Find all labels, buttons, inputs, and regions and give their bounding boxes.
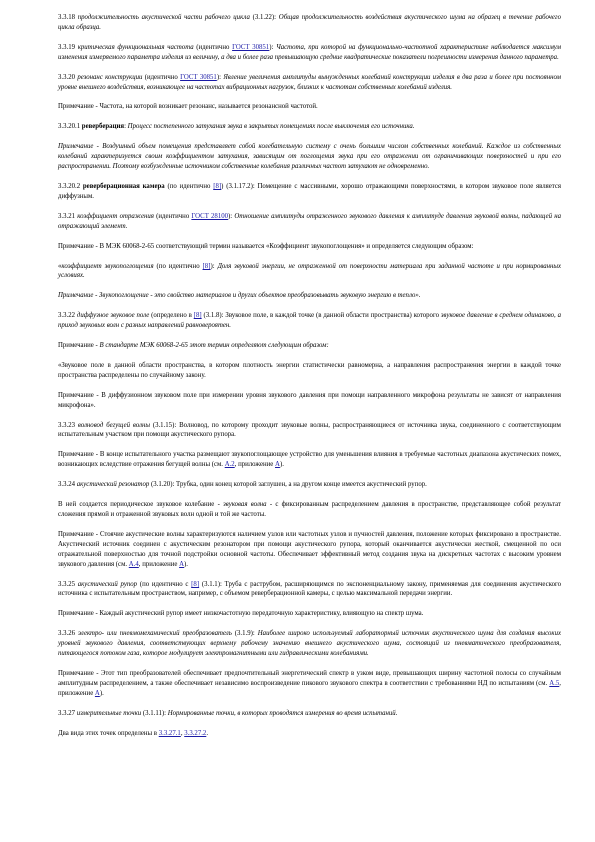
text-run: , приложение <box>138 560 180 568</box>
reference-link[interactable]: [8] <box>191 580 200 588</box>
text-run: (идентично <box>144 73 181 81</box>
paragraph-p17 <box>58 450 561 470</box>
text-run: 3.3.20 <box>58 73 78 81</box>
text-run: 3.3.21 <box>58 212 78 220</box>
text-run: , <box>180 729 185 737</box>
text-run: (3.1.15): Волновод, по которому проходит звуковые волны, распространяющиеся от источника звука, соединенного с соответствующим испытательным участком при помощи акустического рупора. <box>58 421 561 439</box>
text-run: коэффициент звукопоглощения <box>61 262 157 270</box>
reference-link[interactable]: 3.3.27.1 <box>158 729 181 737</box>
text-run: « <box>58 262 62 270</box>
text-run: ). <box>99 689 104 697</box>
text-run: 3.3.19 <box>58 43 78 51</box>
text-run: Примечание - Воздушный объем помещения представляет собой колебательную систему с очень большим числом собственных колебаний. Каждое из собственных колебаний характеризуется своим коэффициентом затухания, зависящим от поглощения звука при его отражении от ограничивающих поверхностей и при его распространении. Поэтому возбужденные источником собственные колебания различных частот затухают не одновременно. <box>58 143 561 171</box>
text-run: 3.3.23 <box>58 421 78 429</box>
text-run: 3.3.20.2 <box>58 182 83 190</box>
text-run: Доля звуковой энергии, не отраженной от поверхности материала при заданной частоте и при нормированных условиях. <box>58 262 562 280</box>
paragraph-p14 <box>58 361 561 381</box>
text-run: Нормированные точки, в которых проводятся измерения во время испытаний. <box>167 709 398 717</box>
text-run: измерительные точки <box>76 709 143 717</box>
paragraph-p24 <box>58 669 561 699</box>
paragraph-p12 <box>58 311 561 331</box>
reference-link[interactable]: [8] <box>202 262 211 270</box>
text-run: (3.1.20): Трубка, один конец которой заглушен, а на другом конце имеется акустический рупор. <box>150 481 427 489</box>
text-run: Явление увеличения амплитуды вынужденных колебаний конструкции изделия в два раза и более при постоянном уровне внешнего воздействия, возникающее на частотах вибрационных нагрузок, близких к частотам собственных колебаний изделия. <box>58 73 561 91</box>
text-run: Общая продолжительность воздействия акустического шума на образец в течение рабочего цикла образца. <box>58 14 561 31</box>
text-run: реверберационная камера <box>82 182 168 190</box>
text-run: коэффициент отражения <box>77 212 157 220</box>
paragraph-p3 <box>58 73 561 93</box>
paragraph-p5 <box>58 122 561 132</box>
paragraph-p19 <box>58 500 561 520</box>
text-run: акустический резонатор <box>76 481 151 489</box>
paragraph-p16 <box>58 421 561 441</box>
text-run: 3.3.26 <box>58 630 78 638</box>
text-run: (3.1.1): Труба с раструбом, расширяющимся по экспоненциальному закону, применяемая для соединения акустического источника с испытательным пространством, например, с объемом реверберационной камеры, с целью максимальной передачи энергии. <box>58 580 561 598</box>
reference-link[interactable]: A.5 <box>549 679 560 687</box>
text-run: (3.1.22): <box>252 14 279 21</box>
text-run: Частота, при которой на функционально-частотной характеристике наблюдается максимум изменения измеряемого параметра изделия из величину, а два и более раза превышающую средние квадратические показатели погрешности измерения данного параметра. <box>58 43 561 61</box>
text-run: В стандарте МЭК 60068-2-65 этот термин определяют следующим образом: <box>99 342 329 350</box>
text-run: (идентично <box>156 212 192 220</box>
text-run: ): <box>269 43 277 51</box>
text-run: : <box>124 123 128 131</box>
reference-link[interactable]: [8] <box>193 312 202 320</box>
text-run: 3.3.24 <box>58 481 77 489</box>
text-run: (определено в <box>151 312 194 320</box>
text-run: Примечание - Звукопоглощение - это свойство материалов и других объектов преобразовывать звуковую энергию в тепло». <box>58 292 421 300</box>
text-run: акустический рупор <box>77 580 140 588</box>
reference-link[interactable]: A.4 <box>128 560 139 568</box>
text-run: Процесс постепенного затухания звука в закрытых помещениях после выключения его источника. <box>127 123 415 131</box>
text-run: Примечание - В диффузионном звуковом поле при измерении уровня звукового давления при помощи направленного микрофона результаты не зависят от направления микрофона». <box>58 391 561 409</box>
paragraph-p9 <box>58 242 561 252</box>
reference-link[interactable]: A <box>179 560 185 568</box>
text-run: реверберация <box>81 123 125 131</box>
text-run: , приложение <box>58 679 561 697</box>
paragraph-p26 <box>58 729 561 739</box>
paragraph-p21 <box>58 580 561 600</box>
paragraph-p7 <box>58 182 561 202</box>
text-run: 3.3.20.1 <box>58 123 82 131</box>
text-run: ). <box>279 461 284 469</box>
text-run: Примечание - Этот тип преобразователей обеспечивает предпочтительный энергетический спектр в узком виде, превышающих ширину частотной полосы со случайным амплитудным распределением, а также обеспечивает независимо воспроизведение пикового звукового спектра в соответствии с требованиями НД по испытаниям (см. <box>58 669 561 687</box>
text-run: (идентично <box>196 43 233 51</box>
text-run: резонанс конструкции <box>77 73 145 81</box>
text-run: (по идентично <box>167 182 214 190</box>
text-run: Примечание - Стоячие акустические волны характеризуются наличием узлов или частотных узлов и пучностей давления, положение которых фиксировано в пространстве. Акустический источник соединен с акустическим резонатором при помощи акустического рупора, который оканчивается акустически жесткой, смещенной по оси отражательной поверхностью для точной подстройки основной частоты. Обеспечивает эффективный метод создания звука на дискретных частотах с высоким уровнем звукового давления (см. <box>58 530 561 568</box>
text-run: ): <box>216 73 224 81</box>
text-run: «Звуковое поле в данной области пространства, в котором плотность энергии статистически равномерна, а направления распространения энергии в каждой точке пространства распределены по случайному закону. <box>58 361 561 379</box>
paragraph-p11 <box>58 291 561 301</box>
paragraph-p22 <box>58 609 561 619</box>
text-run: продолжительность акустической части рабочего цикла <box>77 14 253 21</box>
text-run: 3.3.27 <box>58 709 77 717</box>
text-run: звуковое давление в среднем одинаково, а приход звуковых волн с разных направлений равновероятен. <box>58 312 562 330</box>
text-run: 3.3.25 <box>58 580 78 588</box>
text-run: Примечание - <box>58 342 100 350</box>
text-run: В ней создается периодическое звуковое колебание - <box>58 501 224 509</box>
text-run: Примечание - В конце испытательного участка размещают звукопоглощающее устройство для уменьшения влияния в требуемые частотных диапазона акустических помех, возникающих вследствие отражения бегущей волны (см. <box>58 451 561 469</box>
text-run: . <box>206 729 209 737</box>
text-run: звуковая волна <box>223 501 267 509</box>
text-run: Примечание - В МЭК 60068-2-65 соответствующий термин называется «Коэффициент звукопоглощения» и определяется следующим образом: <box>58 242 474 250</box>
reference-link[interactable]: ГОСТ 28100 <box>191 212 229 220</box>
text-run: 3.3.18 <box>58 14 78 21</box>
reference-link[interactable]: A <box>94 689 100 697</box>
reference-link[interactable]: 3.3.27.2 <box>184 729 207 737</box>
reference-link[interactable]: [8] <box>213 182 222 190</box>
reference-link[interactable]: A.2 <box>224 461 235 469</box>
text-run: (по идентично <box>156 262 203 270</box>
text-run: (по идентично с <box>139 580 192 588</box>
text-run: (3.1.11): <box>142 709 168 717</box>
text-run: Наиболее широко используемый лабораторный источник акустического шума для создания высоких уровней звукового давления, соответствующих верхнему рабочему значению внешнего акустического шума, состоящий из пневматического преобразователя, питающегося потоком газа, которое модулирует электромагнитными или гидравлическими колебаниями. <box>58 630 561 658</box>
text-run: - с фиксированным распределением давления в пространстве, представляющее собой результат сложения прямой и отраженной звуковых волн одной и той же частоты. <box>58 501 561 518</box>
text-run: ): <box>210 262 218 270</box>
paragraph-p23 <box>58 629 561 659</box>
text-run: критическая функциональная частота <box>77 43 197 51</box>
paragraph-p8 <box>58 212 561 232</box>
paragraph-p13 <box>58 341 561 351</box>
text-run: ). <box>184 560 188 568</box>
text-run: 3.3.22 <box>58 312 77 320</box>
paragraph-p2 <box>58 43 561 63</box>
text-run: (3.1.9): <box>234 630 258 638</box>
text-run: Два вида этих точек определены в <box>58 729 159 737</box>
text-run: Отношение амплитуды отраженного звукового давления к амплитуде давления звуковой волны, падающей на отражающий элемент. <box>58 212 561 230</box>
paragraph-p1 <box>58 13 561 33</box>
text-run: (3.1.8): Звуковое поле, в каждой точке (в данной области пространства) которого <box>201 312 441 320</box>
text-run: электро- или пневмомеханический преобразователь <box>77 630 235 638</box>
reference-link[interactable]: ГОСТ 30851 <box>180 73 217 81</box>
text-run: , приложение <box>234 461 276 469</box>
paragraph-p18 <box>58 480 561 490</box>
text-run: ) (3.1.17.2): Помещение с массивными, хорошо отражающими поверхностями, в котором звуковое поле является диффузным. <box>58 182 561 200</box>
text-run: диффузное звуковое поле <box>76 312 152 320</box>
reference-link[interactable]: ГОСТ 30851 <box>232 43 270 51</box>
paragraph-p6 <box>58 142 561 172</box>
paragraph-p15 <box>58 391 561 411</box>
text-run: ): <box>228 212 235 220</box>
reference-link[interactable]: A <box>275 461 280 469</box>
text-run: Примечание - Каждый акустический рупор имеет низкочастотную передаточную характеристику, влияющую на спектр шума. <box>58 610 424 618</box>
paragraph-p25 <box>58 709 561 719</box>
paragraph-p20 <box>58 530 561 570</box>
text-run: волновод бегущей волны <box>77 421 153 429</box>
paragraph-p10 <box>58 262 561 282</box>
paragraph-p4 <box>58 102 561 112</box>
text-run: Примечание - Частота, на которой возникает резонанс, называется резонансной частотой. <box>58 103 318 111</box>
